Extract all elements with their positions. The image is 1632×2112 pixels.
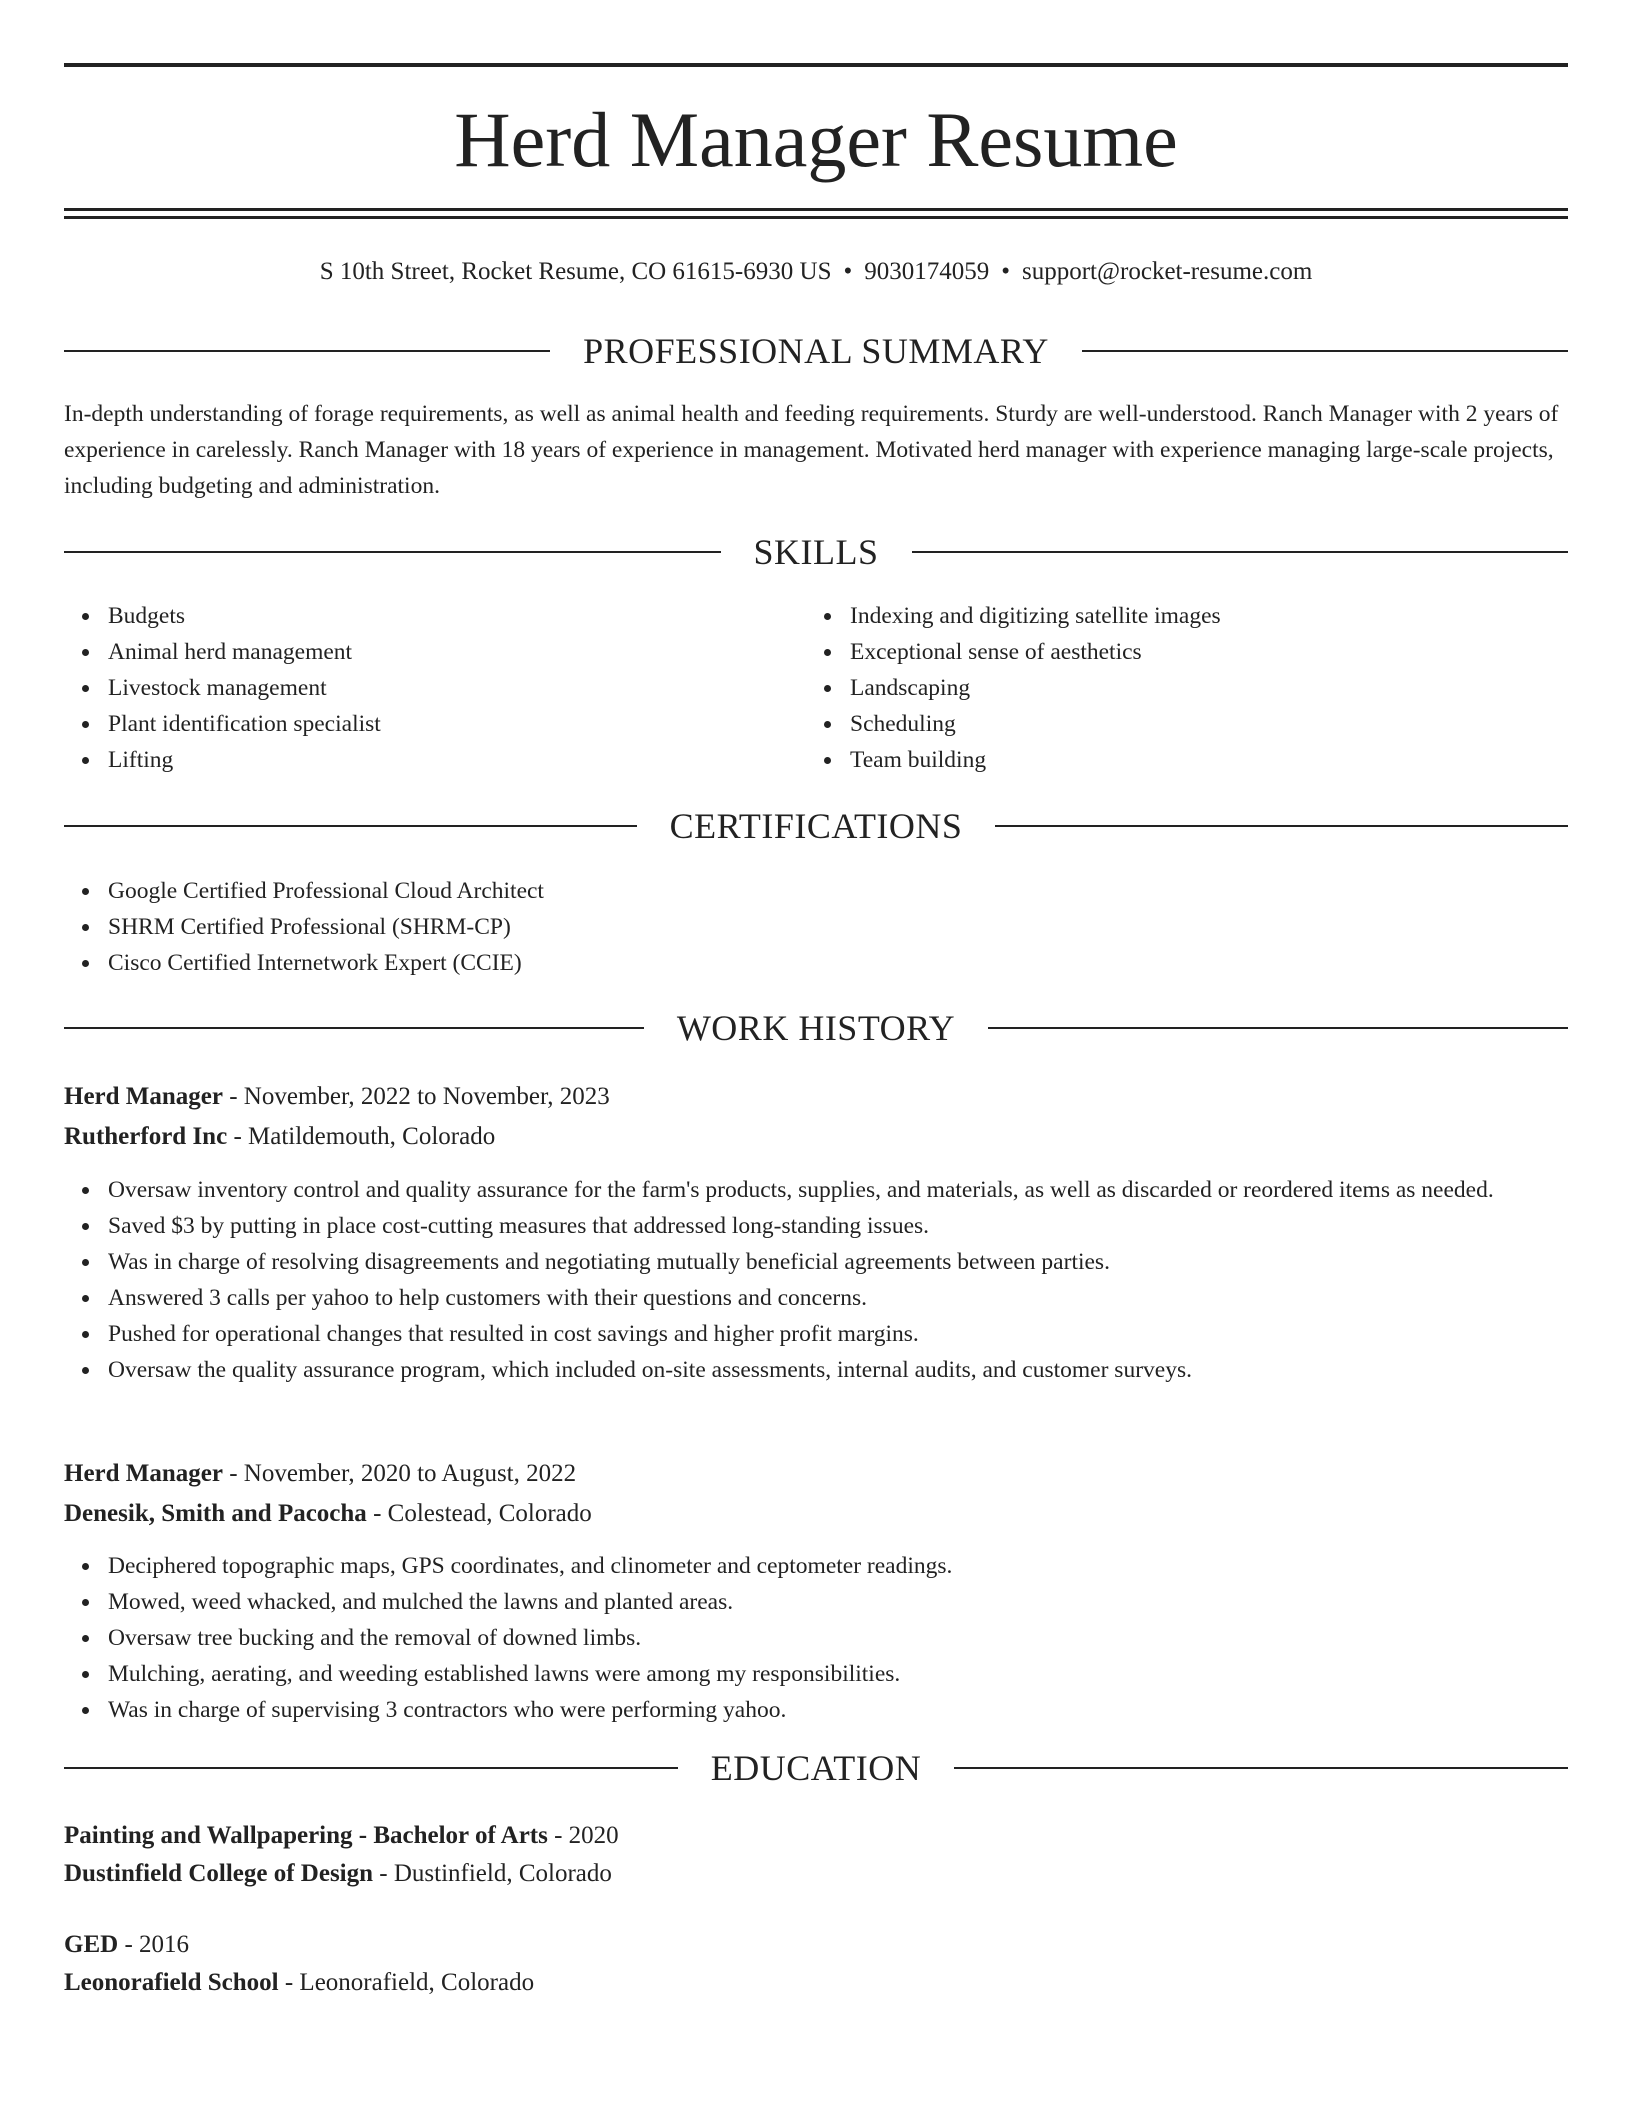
list-item: Mowed, weed whacked, and mulched the lawns and planted areas. (108, 1584, 1568, 1620)
heading-rule (64, 1767, 678, 1769)
list-item: Mulching, aerating, and weeding established lawns were among my responsibilities. (108, 1656, 1568, 1692)
contact-email: support@rocket-resume.com (1022, 258, 1313, 285)
job-title: Herd Manager (64, 1083, 223, 1110)
list-item: Animal herd management (108, 634, 808, 670)
education-location: - Dustinfield, Colorado (373, 1860, 612, 1887)
education-degree: Painting and Wallpapering - Bachelor of Arts (64, 1822, 548, 1849)
contact-line (64, 255, 1568, 289)
list-item: Was in charge of resolving disagreements and negotiating mutually beneficial agreements between parties. (108, 1244, 1568, 1280)
section-title: CERTIFICATIONS (669, 806, 963, 846)
list-item: Answered 3 calls per yahoo to help customers with their questions and concerns. (108, 1280, 1568, 1316)
heading-rule (954, 1767, 1568, 1769)
list-item: Exceptional sense of aesthetics (850, 634, 1550, 670)
list-item: Budgets (108, 598, 808, 634)
job-company-line (64, 1117, 1568, 1157)
contact-phone: 9030174059 (864, 258, 990, 285)
top-rule (64, 63, 1568, 67)
list-item: Team building (850, 742, 1550, 778)
education-school: Dustinfield College of Design (64, 1860, 374, 1887)
education-school-line (64, 1963, 1568, 2003)
summary-text: In-depth understanding of forage requirements, as well as animal health and feeding requirements. Sturdy are well-understood. Ranch Manager with 2 years of experience in carelessly. Ranch Manager with 18 years of experience in management. Motivated herd manager with experience managing large-scale projects, including budgeting and administration. (64, 401, 1559, 499)
list-item: Was in charge of supervising 3 contractors who were performing yahoo. (108, 1692, 1568, 1728)
job-location: - Colestead, Colorado (366, 1500, 592, 1527)
job-title: Herd Manager (64, 1460, 223, 1487)
list-item: SHRM Certified Professional (SHRM-CP) (108, 909, 1508, 945)
heading-rule (64, 350, 550, 352)
section-heading-education (64, 1746, 1568, 1790)
job-location: - Matildemouth, Colorado (227, 1123, 496, 1150)
heading-rule (64, 551, 721, 553)
section-title: EDUCATION (710, 1748, 922, 1788)
list-item: Oversaw tree bucking and the removal of downed limbs. (108, 1620, 1568, 1656)
contact-separator: • (1001, 258, 1010, 285)
certifications-list (64, 873, 1508, 981)
list-item: Oversaw inventory control and quality assurance for the farm's products, supplies, and materials, as well as discarded or reordered items as needed. (108, 1172, 1568, 1208)
heading-rule (912, 551, 1569, 553)
education-year: - 2016 (118, 1931, 190, 1958)
education-degree-line (64, 1925, 1568, 1965)
education-location: - Leonorafield, Colorado (278, 1969, 535, 1996)
list-item: Oversaw the quality assurance program, which included on-site assessments, internal audits, and customer surveys. (108, 1352, 1568, 1388)
contact-separator: • (843, 258, 853, 285)
skills-list-left (64, 598, 808, 778)
education-year: - 2020 (547, 1822, 619, 1849)
section-title: SKILLS (753, 532, 879, 572)
heading-rule (64, 1027, 644, 1029)
job-title-line (64, 1454, 1568, 1494)
list-item: Indexing and digitizing satellite images (850, 598, 1550, 634)
job-dates: - November, 2022 to November, 2023 (222, 1083, 610, 1110)
list-item: Landscaping (850, 670, 1550, 706)
list-item: Lifting (108, 742, 808, 778)
heading-rule (995, 825, 1568, 827)
job-bullets (64, 1172, 1568, 1388)
resume-title: Herd Manager Resume (454, 96, 1178, 183)
list-item: Scheduling (850, 706, 1550, 742)
list-item: Google Certified Professional Cloud Architect (108, 873, 1508, 909)
list-item: Pushed for operational changes that resulted in cost savings and higher profit margins. (108, 1316, 1568, 1352)
list-item: Livestock management (108, 670, 808, 706)
heading-rule (988, 1027, 1568, 1029)
job-company: Denesik, Smith and Pacocha (64, 1500, 367, 1527)
section-heading-skills (64, 530, 1568, 574)
section-heading-work-history (64, 1006, 1568, 1050)
title-double-rule (64, 208, 1568, 219)
list-item: Plant identification specialist (108, 706, 808, 742)
heading-rule (1082, 350, 1568, 352)
job-company-line (64, 1494, 1568, 1534)
list-item: Saved $3 by putting in place cost-cutting measures that addressed long-standing issues. (108, 1208, 1568, 1244)
education-degree-line (64, 1816, 1568, 1856)
education-school: Leonorafield School (64, 1969, 279, 1996)
job-dates: - November, 2020 to August, 2022 (222, 1460, 577, 1487)
contact-address: S 10th Street, Rocket Resume, CO 61615-6930 US (319, 258, 832, 285)
job-title-line (64, 1077, 1568, 1117)
heading-rule (64, 825, 637, 827)
section-title: WORK HISTORY (676, 1008, 956, 1048)
section-title: PROFESSIONAL SUMMARY (583, 331, 1049, 371)
education-school-line (64, 1854, 1568, 1894)
list-item: Cisco Certified Internetwork Expert (CCIE) (108, 945, 1508, 981)
list-item: Deciphered topographic maps, GPS coordinates, and clinometer and ceptometer readings. (108, 1548, 1568, 1584)
job-company: Rutherford Inc (64, 1123, 228, 1150)
section-heading-summary (64, 329, 1568, 373)
skills-list-right (806, 598, 1550, 778)
section-heading-certifications (64, 804, 1568, 848)
education-degree: GED (64, 1931, 119, 1958)
job-bullets (64, 1548, 1568, 1728)
